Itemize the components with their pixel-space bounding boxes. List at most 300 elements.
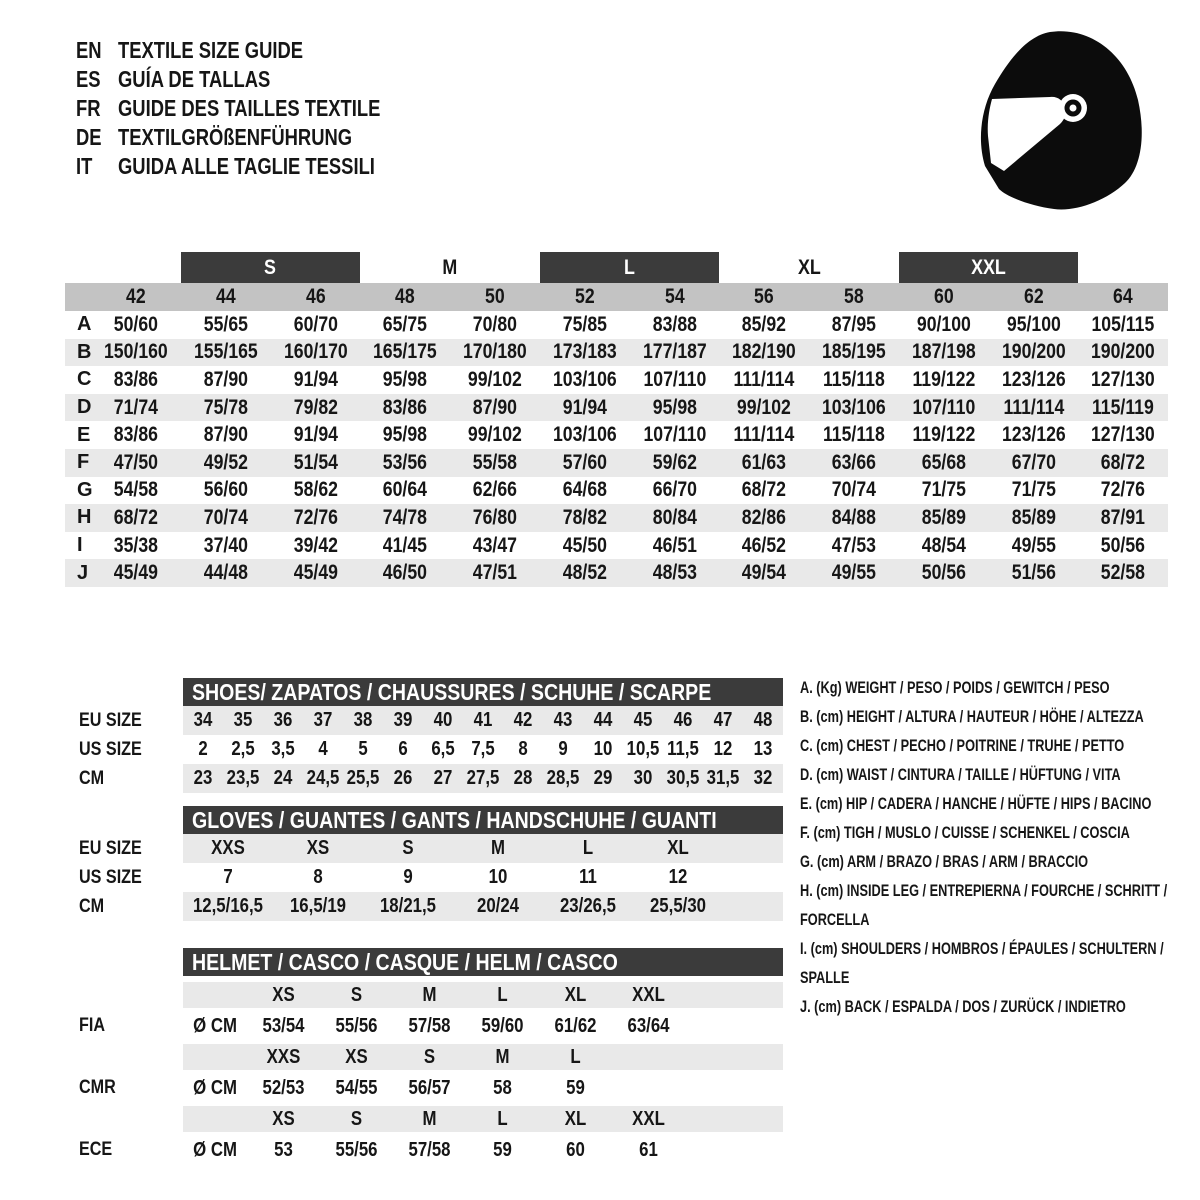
size-cell: 11,5 — [667, 738, 699, 760]
helmet-size-values — [247, 1070, 783, 1106]
spacer — [183, 982, 247, 1008]
measurement-cell: 63/66 — [831, 450, 876, 474]
size-cell: 45 — [633, 709, 653, 731]
spacer — [65, 1106, 183, 1132]
measurement-cell: 87/91 — [1101, 505, 1146, 529]
measurement-cell: 115/118 — [822, 423, 885, 447]
measurement-cell: 127/130 — [1091, 423, 1156, 447]
helmet-values-row — [65, 1070, 783, 1106]
measurement-cell: 55/65 — [203, 312, 248, 336]
measurement-cell: 52/58 — [1101, 561, 1146, 585]
measurement-cell: 155/165 — [193, 340, 258, 364]
row-label-text: CM — [79, 767, 105, 789]
legend-item: C. (cm) CHEST / PECHO / POITRINE / TRUHE / PETTO — [800, 736, 1125, 755]
numeric-size-cell: 54 — [664, 285, 685, 308]
row-letter: H — [77, 506, 92, 529]
standard-label-text: FIA — [79, 1015, 106, 1036]
measurement-row — [65, 559, 1168, 587]
size-cell: 37 — [313, 709, 333, 731]
measurement-cell: 87/90 — [203, 423, 248, 447]
measurement-cell: 60/64 — [383, 478, 428, 502]
racing-helmet-icon — [955, 20, 1180, 215]
size-cell: XL — [667, 837, 689, 859]
row-values — [91, 532, 1168, 560]
size-cell: 55/56 — [335, 1138, 378, 1161]
spacer — [65, 982, 183, 1008]
measurement-cell: 49/52 — [203, 450, 248, 474]
measurement-cell: 62/66 — [472, 478, 517, 502]
size-cell: 16,5/19 — [289, 895, 347, 917]
measurement-cell: 123/126 — [1001, 367, 1066, 391]
measurement-cell: 87/90 — [203, 367, 248, 391]
measurement-cell: 91/94 — [562, 395, 607, 419]
gloves-cm-values — [183, 892, 783, 921]
helmet-size-values — [247, 1008, 783, 1044]
size-cell: 44 — [593, 709, 613, 731]
size-cell: 24,5 — [306, 767, 340, 789]
measurement-cell: 150/160 — [103, 340, 168, 364]
measurement-rows — [65, 311, 1168, 587]
measurement-cell: 71/75 — [1011, 478, 1056, 502]
size-cell: 6 — [398, 738, 408, 760]
measurement-cell: 84/88 — [831, 505, 876, 529]
size-cell: 2 — [198, 738, 208, 760]
size-cell: XS — [272, 1107, 295, 1130]
shoes-cm-values — [183, 764, 783, 793]
size-cell: M — [422, 1107, 437, 1130]
measurement-cell: 75/78 — [203, 395, 248, 419]
measurement-cell: 85/89 — [921, 505, 966, 529]
measurement-cell: 127/130 — [1091, 367, 1156, 391]
size-cell: M — [422, 983, 437, 1006]
helmet-size-labels — [247, 982, 783, 1008]
size-cell: 23/26,5 — [559, 895, 617, 917]
size-cell: 48 — [753, 709, 773, 731]
size-cell: 13 — [753, 738, 773, 760]
size-cell: 54/55 — [335, 1076, 378, 1099]
measurement-cell: 103/106 — [552, 367, 617, 391]
size-cell: 53/54 — [262, 1014, 305, 1037]
size-cell: 23,5 — [226, 767, 260, 789]
size-cell: 34 — [193, 709, 213, 731]
language-title-text: GUIDA ALLE TAGLIE TESSILI — [118, 153, 375, 179]
size-cell: 30,5 — [666, 767, 700, 789]
size-cell: 6,5 — [431, 738, 455, 760]
shoes-header-bar — [183, 678, 783, 706]
legend-item: J. (cm) BACK / ESPALDA / DOS / ZURÜCK / INDIETRO — [800, 997, 1126, 1016]
measurement-cell: 57/60 — [562, 450, 607, 474]
size-cell: 57/58 — [408, 1138, 451, 1161]
spacer — [65, 678, 183, 706]
gloves-eu-values — [183, 834, 783, 863]
size-cell: 8 — [313, 866, 323, 888]
language-row — [76, 152, 446, 181]
gloves-title: GLOVES / GUANTES / GANTS / HANDSCHUHE / GUANTI — [192, 806, 717, 833]
language-title — [118, 124, 411, 151]
measurement-cell: 75/85 — [562, 312, 607, 336]
row-values — [91, 477, 1168, 505]
shoes-header-row — [65, 678, 783, 706]
measurement-cell: 123/126 — [1001, 423, 1066, 447]
numeric-size-cell: 42 — [126, 285, 146, 308]
measurement-cell: 107/110 — [642, 423, 706, 447]
measurement-row — [65, 504, 1168, 532]
standard-label — [65, 1070, 183, 1106]
size-cell: L — [582, 837, 594, 859]
numeric-size-cells — [91, 283, 1168, 311]
measurement-cell: 119/122 — [912, 423, 976, 447]
size-cell: 58 — [493, 1076, 512, 1099]
numeric-size-cell: 58 — [844, 285, 864, 308]
size-cell: 28 — [513, 767, 533, 789]
row-label — [65, 834, 183, 863]
size-group-label: M — [442, 255, 458, 279]
size-cell: 10 — [488, 866, 508, 888]
helmet-sizes-band — [183, 1044, 783, 1070]
helmet-size-labels — [247, 1044, 783, 1070]
size-cell: L — [570, 1045, 581, 1068]
size-cell: 3,5 — [271, 738, 295, 760]
shoes-cm-row — [65, 764, 783, 793]
row-letter: G — [77, 478, 93, 501]
size-cell: 61 — [639, 1138, 658, 1161]
size-group-label: XXL — [971, 255, 1006, 279]
textile-size-table — [65, 252, 1168, 587]
measurement-cell: 48/53 — [652, 561, 697, 585]
measurement-cell: 91/94 — [293, 367, 338, 391]
size-cell: XXS — [266, 1045, 301, 1068]
measurement-cell: 76/80 — [472, 505, 517, 529]
measurement-cell: 49/55 — [1011, 533, 1056, 557]
row-letter: J — [77, 561, 89, 584]
measurement-cell: 59/62 — [652, 450, 697, 474]
legend-item: D. (cm) WAIST / CINTURA / TAILLE / HÜFTUNG / VITA — [800, 765, 1121, 784]
measurement-cell: 119/122 — [912, 367, 976, 391]
measurement-cell: 80/84 — [652, 505, 697, 529]
measurement-cell: 85/92 — [742, 312, 787, 336]
measurement-cell: 55/58 — [472, 450, 517, 474]
helmet-standard-sections — [65, 982, 783, 1168]
row-values — [91, 394, 1168, 422]
row-letter: D — [77, 396, 92, 419]
measurement-cell: 45/49 — [293, 561, 338, 585]
language-code — [76, 66, 118, 93]
size-cell: XS — [345, 1045, 368, 1068]
row-values — [91, 311, 1168, 339]
measurement-cell: 83/86 — [113, 367, 158, 391]
helmet-sizes-band — [183, 982, 783, 1008]
size-group-xxl — [899, 252, 1079, 283]
size-cell: 8 — [518, 738, 528, 760]
size-cell: 10,5 — [626, 738, 660, 760]
measurement-cell: 85/89 — [1011, 505, 1056, 529]
measurement-cell: 83/88 — [652, 312, 697, 336]
numeric-size-cell: 48 — [395, 285, 415, 308]
size-cell: 12 — [668, 866, 688, 888]
legend-item: G. (cm) ARM / BRAZO / BRAS / ARM / BRACCIO — [800, 852, 1089, 871]
measurement-cell: 187/198 — [911, 340, 976, 364]
legend-item: F. (cm) TIGH / MUSLO / CUISSE / SCHENKEL / COSCIA — [800, 823, 1130, 842]
size-cell: 36 — [273, 709, 293, 731]
measurement-cell: 83/86 — [113, 423, 158, 447]
size-cell: 25,5 — [346, 767, 380, 789]
measurement-cell: 66/70 — [652, 478, 697, 502]
gloves-header-bar — [183, 806, 783, 834]
helmet-sizes-row — [65, 982, 783, 1008]
row-letter: C — [77, 368, 92, 391]
row-values — [91, 504, 1168, 532]
gloves-header-row — [65, 806, 783, 834]
size-cell: 2,5 — [231, 738, 255, 760]
measurement-cell: 173/183 — [552, 340, 617, 364]
standard-label-text: ECE — [79, 1139, 113, 1160]
numeric-size-cell: 50 — [485, 285, 505, 308]
size-cell: 38 — [353, 709, 373, 731]
shoes-eu-row — [65, 706, 783, 735]
size-cell: 23 — [193, 767, 213, 789]
measurement-cell: 51/54 — [293, 450, 338, 474]
size-cell: 57/58 — [408, 1014, 451, 1037]
measurement-cell: 37/40 — [203, 533, 248, 557]
legend-item: A. (Kg) WEIGHT / PESO / POIDS / GEWITCH / PESO — [800, 678, 1110, 697]
measurement-cell: 95/98 — [383, 367, 428, 391]
measurement-cell: 68/72 — [113, 505, 158, 529]
measurement-cell: 70/74 — [203, 505, 248, 529]
size-cell: 40 — [433, 709, 453, 731]
size-cell: 25,5/30 — [649, 895, 707, 917]
measurement-cell: 46/50 — [383, 561, 428, 585]
measurement-cell: 90/100 — [916, 312, 971, 336]
language-title — [118, 66, 308, 93]
measurement-row — [65, 366, 1168, 394]
helmet-values-band — [183, 1070, 783, 1106]
numeric-size-cell: 44 — [215, 285, 236, 308]
size-cell: XS — [306, 837, 330, 859]
size-cell: 39 — [393, 709, 413, 731]
language-title — [118, 95, 446, 122]
size-cell: 18/21,5 — [379, 895, 437, 917]
size-cell: 43 — [553, 709, 573, 731]
language-title-text: TEXTILE SIZE GUIDE — [118, 37, 304, 63]
row-values — [91, 449, 1168, 477]
size-cell: XS — [272, 983, 295, 1006]
language-code-text: ES — [76, 66, 101, 92]
standard-label — [65, 1132, 183, 1168]
row-label-text: CM — [79, 895, 105, 917]
size-cell: S — [350, 983, 363, 1006]
measurement-cell: 35/38 — [113, 533, 158, 557]
helmet-values-band — [183, 1008, 783, 1044]
row-values — [91, 421, 1168, 449]
size-cell: 27,5 — [466, 767, 500, 789]
legend-item: H. (cm) INSIDE LEG / ENTREPIERNA / FOURCHE / SCHRITT / FORCELLA — [800, 881, 1168, 929]
measurement-cell: 64/68 — [562, 478, 607, 502]
measurement-cell: 50/56 — [1101, 533, 1146, 557]
legend-item: B. (cm) HEIGHT / ALTURA / HAUTEUR / HÖHE / ALTEZZA — [800, 707, 1144, 726]
size-cell: 10 — [593, 738, 613, 760]
size-cell: 5 — [358, 738, 368, 760]
size-cell: 7,5 — [471, 738, 495, 760]
row-label — [65, 706, 183, 735]
row-label-text: US SIZE — [79, 866, 142, 888]
helmet-standard-section — [65, 982, 783, 1044]
gloves-us-values — [183, 863, 783, 892]
size-cell: XXL — [632, 1107, 665, 1130]
measurement-cell: 74/78 — [383, 505, 428, 529]
helmet-size-labels — [247, 1106, 783, 1132]
row-label-text: EU SIZE — [79, 709, 142, 731]
unit-label — [183, 1070, 247, 1106]
measurement-cell: 45/50 — [562, 533, 607, 557]
measurement-cell: 41/45 — [383, 533, 428, 557]
size-cell: 47 — [713, 709, 733, 731]
measurement-cell: 51/56 — [1011, 561, 1056, 585]
size-cell: 9 — [558, 738, 568, 760]
row-letter: A — [77, 313, 92, 336]
measurement-cell: 190/200 — [1001, 340, 1066, 364]
size-cell: 32 — [753, 767, 773, 789]
size-group-label: S — [264, 255, 277, 279]
measurement-cell: 111/114 — [1002, 395, 1064, 419]
language-title-text: TEXTILGRÖßENFÜHRUNG — [118, 124, 353, 150]
size-cell: 41 — [473, 709, 493, 731]
helmet-header-row — [65, 948, 783, 976]
measurement-cell: 107/110 — [642, 367, 706, 391]
measurement-cell: 46/51 — [652, 533, 697, 557]
size-cell: 61/62 — [554, 1014, 597, 1037]
measurement-cell: 58/62 — [293, 478, 338, 502]
measurement-cell: 115/119 — [1092, 395, 1155, 419]
measurement-cell: 105/115 — [1091, 312, 1155, 336]
size-cell: S — [350, 1107, 363, 1130]
helmet-sizes-row — [65, 1044, 783, 1070]
row-values — [91, 339, 1168, 367]
size-cell: 12,5/16,5 — [192, 895, 264, 917]
measurement-cell: 111/114 — [733, 367, 795, 391]
row-label — [65, 863, 183, 892]
unit-label — [183, 1132, 247, 1168]
measurement-cell: 185/195 — [821, 340, 886, 364]
size-cell: 4 — [318, 738, 328, 760]
size-cell: 28,5 — [546, 767, 580, 789]
language-title-list — [76, 36, 446, 181]
numeric-size-cell: 46 — [305, 285, 326, 308]
measurement-cell: 48/54 — [921, 533, 966, 557]
measurement-cell: 61/63 — [742, 450, 787, 474]
helmet-standard-section — [65, 1044, 783, 1106]
size-cell: 63/64 — [627, 1014, 670, 1037]
row-label — [65, 892, 183, 921]
gloves-size-table — [65, 806, 783, 921]
standard-label — [65, 1008, 183, 1044]
language-title-text: GUÍA DE TALLAS — [118, 66, 271, 92]
helmet-header-bar — [183, 948, 783, 976]
measurement-cell: 50/60 — [113, 312, 158, 336]
measurement-cell: 49/55 — [831, 561, 876, 585]
size-group-m — [360, 252, 540, 283]
size-cell: 42 — [513, 709, 533, 731]
measurement-cell: 165/175 — [373, 340, 438, 364]
language-code — [76, 95, 118, 122]
shoes-size-table — [65, 678, 783, 793]
shoes-us-values — [183, 735, 783, 764]
size-cell: 27 — [433, 767, 453, 789]
gloves-eu-row — [65, 834, 783, 863]
measurement-legend — [800, 673, 1198, 1021]
measurement-cell: 115/118 — [822, 367, 885, 391]
row-label-text: EU SIZE — [79, 837, 142, 859]
size-group-xl — [719, 252, 899, 283]
row-values — [91, 366, 1168, 394]
measurement-cell: 95/100 — [1006, 312, 1061, 336]
measurement-cell: 107/110 — [912, 395, 976, 419]
size-cell: 12 — [713, 738, 733, 760]
measurement-cell: 95/98 — [383, 423, 428, 447]
unit-label — [183, 1008, 247, 1044]
measurement-cell: 82/86 — [742, 505, 787, 529]
measurement-cell: 160/170 — [283, 340, 348, 364]
measurement-cell: 47/50 — [113, 450, 158, 474]
numeric-size-cell: 62 — [1023, 285, 1044, 308]
size-cell: 59/60 — [481, 1014, 524, 1037]
measurement-cell: 99/102 — [737, 395, 792, 419]
size-cell: 11 — [579, 866, 597, 888]
measurement-cell: 71/74 — [113, 395, 158, 419]
measurement-cell: 72/76 — [293, 505, 338, 529]
measurement-cell: 68/72 — [742, 478, 787, 502]
language-code-text: IT — [76, 153, 93, 179]
measurement-cell: 170/180 — [462, 340, 527, 364]
measurement-cell: 65/68 — [921, 450, 966, 474]
helmet-size-table — [65, 948, 783, 1168]
measurement-cell: 44/48 — [203, 561, 248, 585]
measurement-cell: 65/75 — [383, 312, 428, 336]
measurement-cell: 182/190 — [732, 340, 797, 364]
size-cell: 59 — [493, 1138, 512, 1161]
measurement-cell: 49/54 — [742, 561, 787, 585]
gloves-us-row — [65, 863, 783, 892]
numeric-size-cell: 56 — [754, 285, 774, 308]
row-letter: E — [77, 423, 91, 446]
language-code — [76, 153, 118, 180]
language-code — [76, 124, 118, 151]
measurement-cell: 99/102 — [467, 423, 522, 447]
measurement-cell: 70/80 — [472, 312, 517, 336]
measurement-row — [65, 532, 1168, 560]
size-cell: 55/56 — [335, 1014, 378, 1037]
language-row — [76, 94, 446, 123]
helmet-values-row — [65, 1008, 783, 1044]
measurement-row — [65, 339, 1168, 367]
size-cell: XXS — [211, 837, 245, 859]
row-label — [65, 735, 183, 764]
shoes-eu-values — [183, 706, 783, 735]
unit-label-text: Ø CM — [193, 1014, 237, 1037]
measurement-cell: 67/70 — [1011, 450, 1056, 474]
measurement-row — [65, 311, 1168, 339]
measurement-cell: 95/98 — [652, 395, 697, 419]
measurement-cell: 56/60 — [203, 478, 248, 502]
helmet-sizes-band — [183, 1106, 783, 1132]
measurement-cell: 83/86 — [383, 395, 428, 419]
helmet-standard-section — [65, 1106, 783, 1168]
size-cell: L — [497, 1107, 508, 1130]
unit-label-text: Ø CM — [193, 1138, 237, 1161]
helmet-size-values — [247, 1132, 783, 1168]
row-letter: B — [77, 340, 92, 363]
helmet-values-row — [65, 1132, 783, 1168]
size-group-l — [540, 252, 720, 283]
